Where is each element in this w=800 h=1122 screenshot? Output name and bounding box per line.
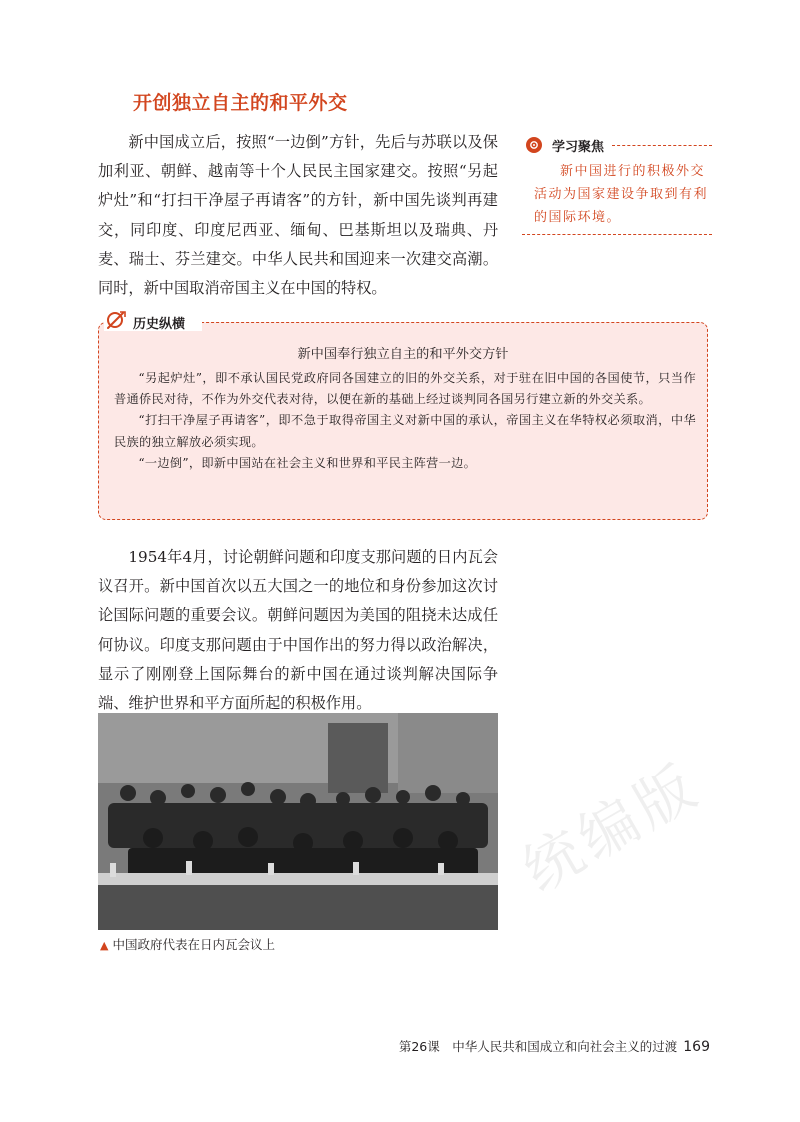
- page-footer: [399, 1037, 710, 1055]
- study-focus-header: [522, 134, 712, 156]
- history-icon: [105, 310, 127, 334]
- history-item: “打扫干净屋子再请客”，即不急于取得帝国主义对新中国的承认，帝国主义在华特权必须取消，中华民族的独立解放必须实现。: [114, 413, 696, 449]
- study-focus-box: [522, 134, 712, 235]
- history-item: “另起炉灶”，即不承认国民党政府同各国建立的旧的外交关系，对于驻在旧中国的各国使节，只当作普通侨民对待，不作为外交代表对待，以便在新的基础上经过谈判同各国另行建立新的外交关系。: [114, 371, 696, 407]
- section-title: 开创独立自主的和平外交: [133, 92, 348, 114]
- body-paragraph-1: 新中国成立后，按照“一边倒”方针，先后与苏联以及保加利亚、朝鲜、越南等十个人民民主国家建交。按照“另起炉灶”和“打扫干净屋子再请客”的方针，新中国先谈判再建交，同印度、印度尼西亚、缅甸、巴基斯坦以及瑞典、丹麦、瑞士、芬兰建交。中华人民共和国迎来一次建交高潮。同时，新中国取消帝国主义在中国的特权。: [98, 133, 498, 298]
- body-paragraph-2: 1954年4月，讨论朝鲜问题和印度支那问题的日内瓦会议召开。新中国首次以五大国之一的地位和身份参加这次讨论国际问题的重要会议。朝鲜问题因为美国的阻挠未达成任何协议。印度支那问题由于中国作出的努力得以政治解决，显示了刚刚登上国际舞台的新中国在通过谈判解决国际争端、维护世界和平方面所起的积极作用。: [98, 548, 498, 713]
- study-focus-divider: [612, 145, 712, 146]
- photo-caption: [100, 935, 275, 953]
- study-focus-text: 新中国进行的积极外交活动为国家建设争取到有利的国际环境。: [522, 160, 712, 235]
- geneva-conference-photo: [98, 713, 498, 930]
- page-number: 169: [683, 1039, 710, 1055]
- watermark-text: 统编版: [511, 750, 712, 906]
- photo-caption-text: 中国政府代表在日内瓦会议上: [112, 937, 275, 952]
- history-box-header: [105, 310, 185, 334]
- study-focus-title: 学习聚焦: [552, 139, 605, 155]
- history-item: “一边倒”，即新中国站在社会主义和世界和平民主阵营一边。: [138, 455, 477, 470]
- history-box-label: 历史纵横: [133, 316, 186, 332]
- history-box-title: 新中国奉行独立自主的和平外交方针: [297, 347, 509, 362]
- footer-lesson: 第26课 中华人民共和国成立和向社会主义的过渡: [398, 1039, 678, 1054]
- target-icon: [526, 137, 542, 153]
- triangle-icon: ▲: [100, 939, 109, 952]
- history-box-body: [114, 368, 696, 474]
